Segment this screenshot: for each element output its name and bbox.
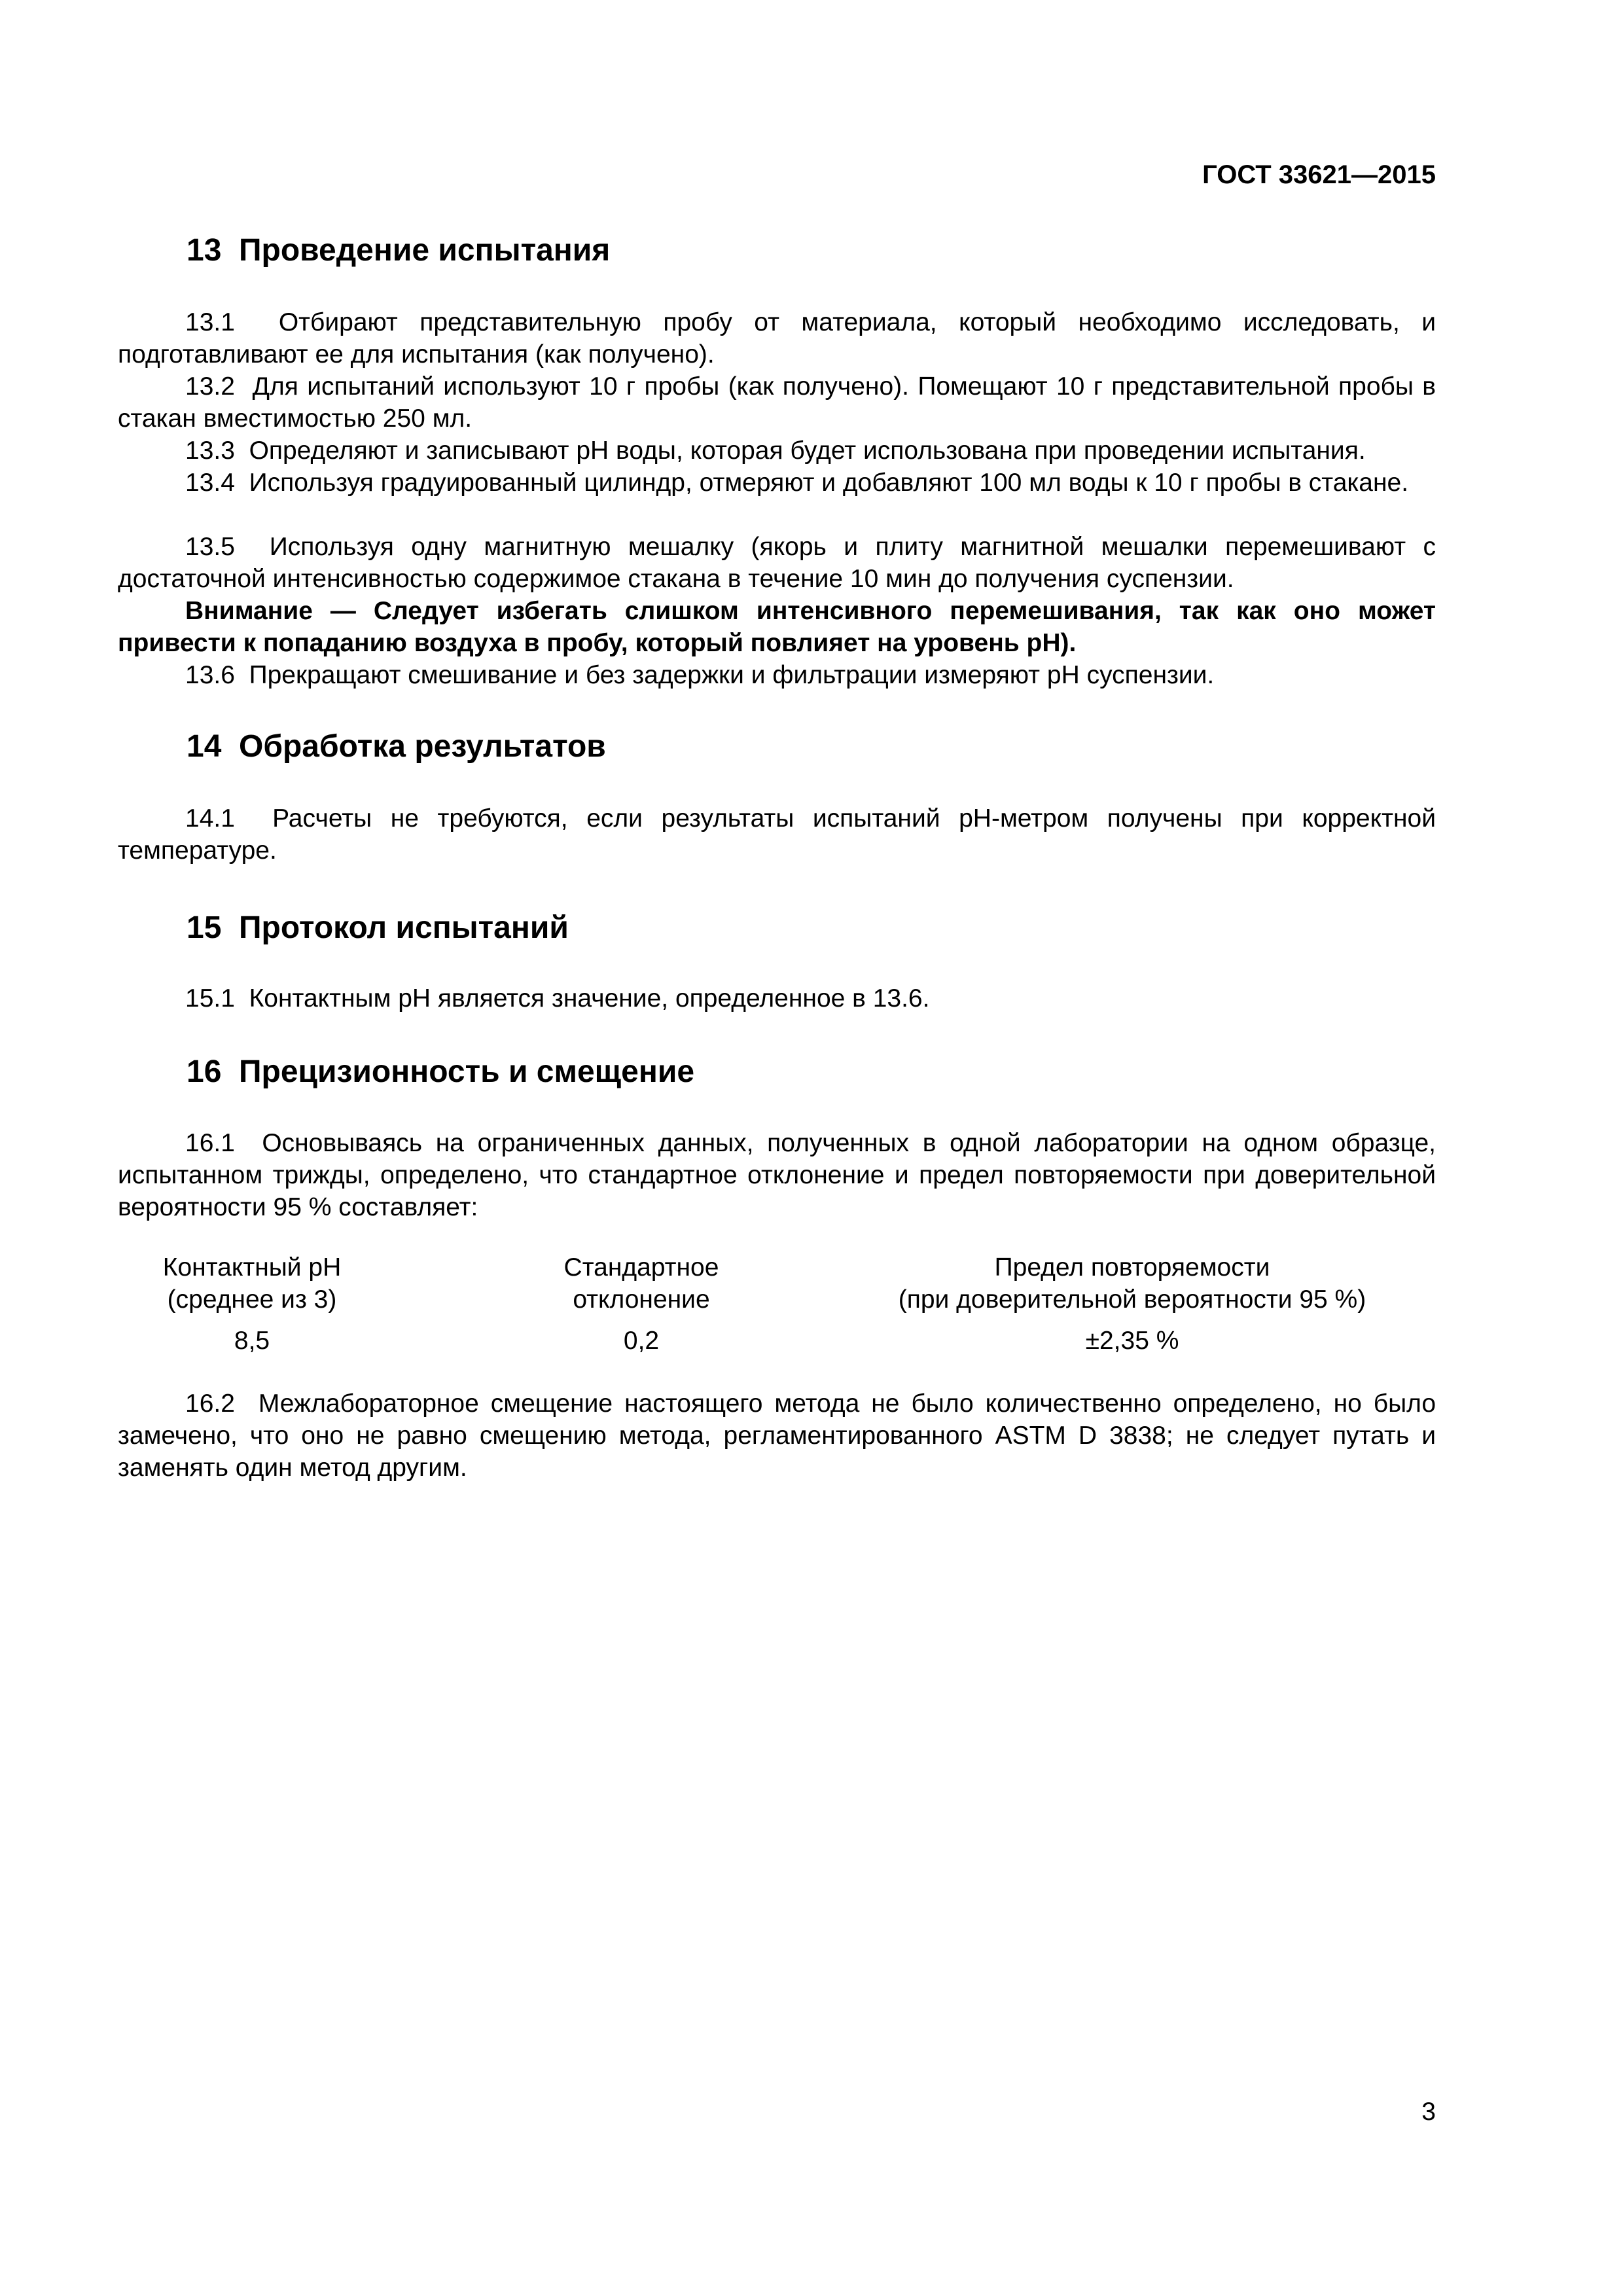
paragraph-15-1 [118, 982, 1436, 1014]
clause-number: 13.1 [185, 308, 235, 336]
section-title-text: Протокол испытаний [239, 910, 569, 945]
paragraph-13-2 [118, 370, 1436, 435]
paragraph-16-2 [118, 1388, 1436, 1484]
section-number: 16 [187, 1054, 222, 1089]
section-14-title [187, 728, 606, 764]
column-header: Стандартное [563, 1253, 719, 1282]
clause-number: 13.3 [185, 437, 235, 465]
clause-text: Используя одну магнитную мешалку (якорь и плиту магнитной мешалки перемешивают с достаточной интенсивностью содержимое стакана в течение 10 мин до получения суспензии. [118, 533, 1436, 593]
clause-text: Межлабораторное смещение настоящего метода не было количественно определено, но было замечено, что оно не равно смещению метода, регламентированного ASTM D 3838; не следует путать и заменять один метод другим. [118, 1390, 1436, 1482]
section-number: 13 [187, 233, 222, 268]
section-title-text: Проведение испытания [239, 233, 611, 268]
column-header-sub: (при доверительной вероятности 95 %) [898, 1285, 1366, 1314]
page-number: 3 [1421, 2098, 1436, 2126]
clause-text: Для испытаний используют 10 г пробы (как получено). Помещают 10 г представительной пробы в стакан вместимостью 250 мл. [118, 372, 1436, 433]
section-title-text: Обработка результатов [239, 729, 606, 764]
paragraph-13-5 [118, 531, 1436, 595]
warning-note [118, 595, 1436, 659]
paragraph-13-4 [118, 467, 1436, 499]
document-code: ГОСТ 33621—2015 [1202, 160, 1436, 189]
clause-text: Определяют и записывают pH воды, которая будет использована при проведении испытания. [249, 437, 1366, 465]
paragraph-13-3 [118, 435, 1436, 467]
table-column-std-deviation [537, 1251, 746, 1357]
paragraph-14-1 [118, 802, 1436, 867]
column-header: Контактный pH [162, 1253, 342, 1282]
section-number: 15 [187, 910, 222, 945]
clause-text: Расчеты не требуются, если результаты испытаний pH-метром получены при корректной температуре. [118, 804, 1436, 865]
paragraph-13-6 [118, 659, 1436, 691]
table-value: 8,5 [234, 1327, 270, 1355]
paragraph-13-1 [118, 306, 1436, 370]
clause-text: Используя градуированный цилиндр, отмеряют и добавляют 100 мл воды к 10 г пробы в стакане. [249, 469, 1409, 497]
clause-text: Контактным pH является значение, определенное в 13.6. [249, 984, 930, 1013]
column-header-sub: (среднее из 3) [167, 1285, 337, 1314]
table-column-repeatability [877, 1251, 1387, 1357]
clause-number: 14.1 [185, 804, 235, 833]
paragraph-16-1 [118, 1127, 1436, 1223]
warning-text: Внимание — Следует избегать слишком интенсивного перемешивания, так как оно может привести к попаданию воздуха в пробу, который повлияет на уровень pH). [118, 597, 1436, 657]
section-15-title [187, 910, 569, 946]
column-header: Предел повторяемости [994, 1253, 1270, 1282]
table-value: ±2,35 % [1085, 1327, 1179, 1355]
clause-number: 13.5 [185, 533, 235, 561]
section-13-title [187, 232, 610, 268]
clause-number: 15.1 [185, 984, 235, 1013]
clause-text: Отбирают представительную пробу от материала, который необходимо исследовать, и подготавливают ее для испытания (как получено). [118, 308, 1436, 368]
table-value: 0,2 [623, 1327, 660, 1355]
clause-number: 13.2 [185, 372, 235, 401]
section-title-text: Прецизионность и смещение [239, 1054, 695, 1089]
section-16-title [187, 1054, 694, 1090]
section-number: 14 [187, 729, 222, 764]
column-header-sub: отклонение [573, 1285, 710, 1314]
clause-text: Прекращают смешивание и без задержки и фильтрации измеряют pH суспензии. [249, 661, 1215, 689]
clause-text: Основываясь на ограниченных данных, полученных в одной лаборатории на одном образце, испытанном трижды, определено, что стандартное отклонение и предел повторяемости при доверительной вероятности 95 % составляет: [118, 1129, 1436, 1221]
table-column-contact-ph [154, 1251, 350, 1357]
clause-number: 13.4 [185, 469, 235, 497]
clause-number: 16.2 [185, 1390, 235, 1418]
clause-number: 16.1 [185, 1129, 235, 1157]
clause-number: 13.6 [185, 661, 235, 689]
